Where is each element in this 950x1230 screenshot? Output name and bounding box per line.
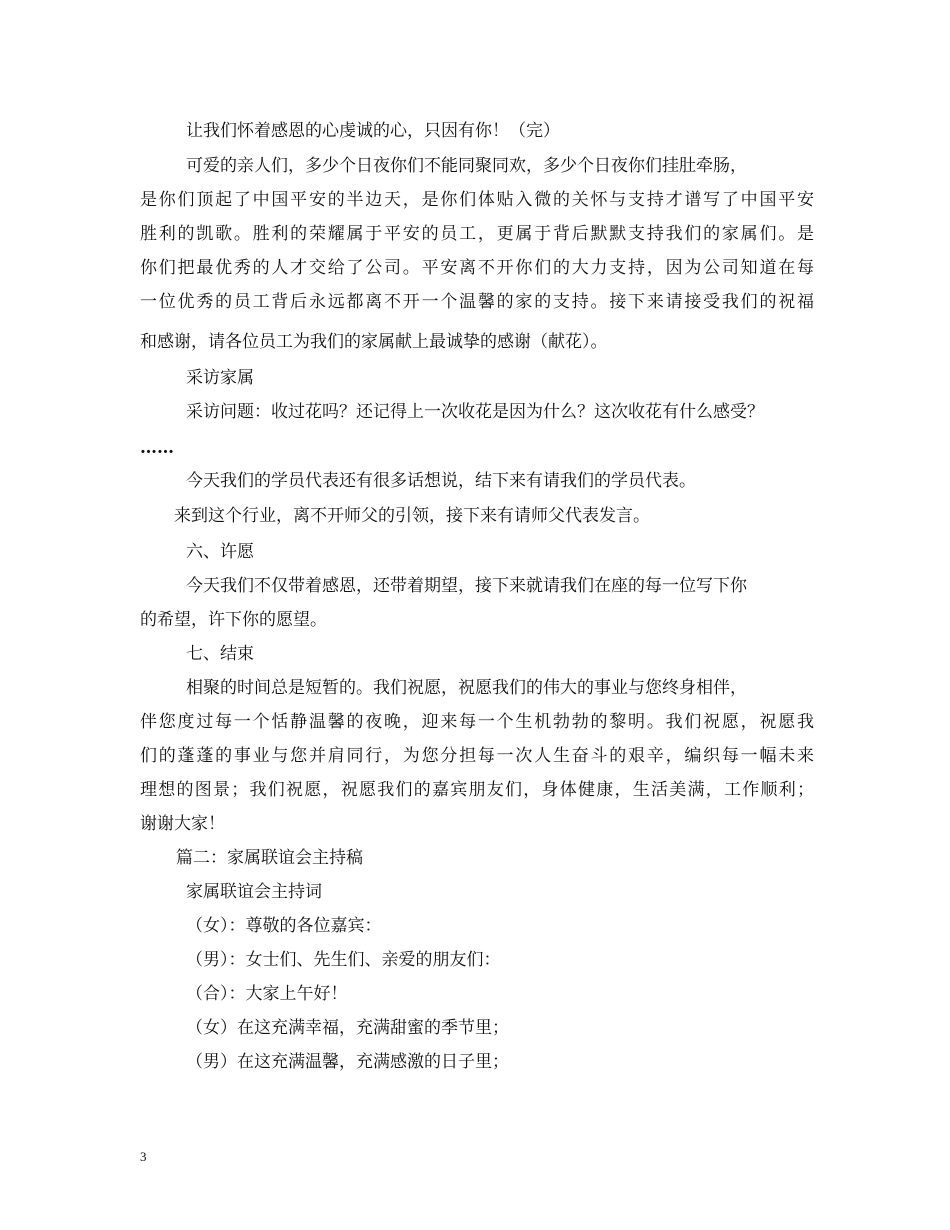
section-label: 采访家属 <box>186 368 254 388</box>
subtitle: 家属联谊会主持词 <box>186 882 322 902</box>
text-line: 伴您度过每一个恬静温馨的夜晚，迎来每一个生机勃勃的黎明。我们祝愿，祝愿我 <box>140 712 814 732</box>
text-line: 采访问题：收过花吗？还记得上一次收花是因为什么？这次收花有什么感受？ <box>186 402 764 422</box>
dialogue-line: （女）：尊敬的各位嘉宾： <box>186 916 382 936</box>
text-line: 让我们怀着感恩的心虔诚的心，只因有你！（完） <box>186 121 560 141</box>
section-heading: 六、许愿 <box>186 542 254 562</box>
text-line: 是你们顶起了中国平安的半边天，是你们体贴入微的关怀与支持才谱写了中国平安 <box>140 190 814 210</box>
text-line: 今天我们不仅带着感恩，还带着期望，接下来就请我们在座的每一位写下你 <box>186 576 747 596</box>
dialogue-line: （男）在这充满温馨，充满感激的日子里； <box>186 1052 509 1072</box>
text-line: 的希望，许下你的愿望。 <box>140 610 327 630</box>
text-line: 一位优秀的员工背后永远都离不开一个温馨的家的支持。接下来请接受我们的祝福 <box>140 292 814 312</box>
section-heading: 七、结束 <box>186 644 254 664</box>
ellipsis-line: …… <box>140 438 174 458</box>
text-line: 今天我们的学员代表还有很多话想说，结下来有请我们的学员代表。 <box>186 471 696 491</box>
text-line: 可爱的亲人们，多少个日夜你们不能同聚同欢，多少个日夜你们挂肚牵肠， <box>186 156 747 176</box>
text-line: 来到这个行业，离不开师父的引领，接下来有请师父代表发言。 <box>174 506 650 526</box>
text-line: 理想的图景；我们祝愿，祝愿我们的嘉宾朋友们，身体健康，生活美满，工作顺利； <box>140 780 814 800</box>
text-line: 谢谢大家！ <box>140 814 225 834</box>
text-line: 和感谢，请各位员工为我们的家属献上最诚挚的感谢（献花）。 <box>140 332 608 352</box>
page-number: 3 <box>140 1149 147 1164</box>
text-line: 你们把最优秀的人才交给了公司。平安离不开你们的大力支持，因为公司知道在每 <box>140 258 814 278</box>
dialogue-line: （男）：女士们、先生们、亲爱的朋友们： <box>186 950 501 970</box>
dialogue-line: （女）在这充满幸福，充满甜蜜的季节里； <box>186 1018 509 1038</box>
text-line: 们的蓬蓬的事业与您并肩同行，为您分担每一次人生奋斗的艰辛，编织每一幅未来 <box>140 746 814 766</box>
chapter-heading: 篇二：家属联谊会主持稿 <box>176 848 363 868</box>
text-line: 胜利的凯歌。胜利的荣耀属于平安的员工，更属于背后默默支持我们的家属们。是 <box>140 224 814 244</box>
text-line: 相聚的时间总是短暂的。我们祝愿，祝愿我们的伟大的事业与您终身相伴， <box>186 678 747 698</box>
dialogue-line: （合）：大家上午好！ <box>186 984 348 1004</box>
